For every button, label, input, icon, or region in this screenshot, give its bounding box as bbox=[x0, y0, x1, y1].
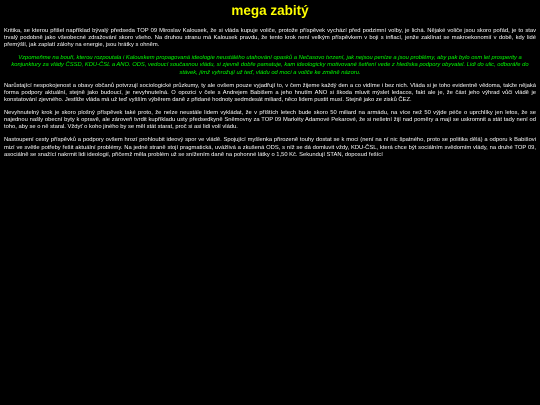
intro-paragraph: Kritika, se kterou přišel například bývalý předseda TOP 09 Miroslav Kalousek, že si vláda kupuje voliče, protože příspěvek vychází před podzimní volby, je lichá. Nějaké voliče jsou skoro pořád, je to stav trvalý podobně jako všeobecné zdražování skoro všeho. Na druhou stranu má Kalousek pravdu, že tento krok není velkým příspěvkem v boji s inflací, jenže zaklínat se makroekonomií v době, kdy lidé přemýšlí, jak zaplatí zálohy na energie, jsou hrátky s ohněm. bbox=[4, 28, 536, 49]
body-paragraph-3: Nastoupení cesty příspěvků a podpory ovšem hrozí prohloubit ideový spor ve vládě. Spojující myšlenka přirozeně touhy dostat se k moci (není na ní nic špatného, proto se politika dělá) a odporu k Babišovi mizí ve světle potřeby řešit aktuální problémy. Na jedné straně stojí pragmatická, uvážlivá a zkušená ODS, s níž se dá domluvit vždy, KDU-ČSL, která chce být sociálním svědomím vlády, na druhé TOP 09, asociálně se snažící nakrmit lidi ideologií, přičemž měla problém už se snížením daně na pohonné látky o 1,50 Kč. Sekundují STAN, doposud řešící bbox=[4, 137, 536, 158]
body-paragraph-1: Narůstající nespokojenost a obavy občanů potvrzují sociologické průzkumy, ty ale ovšem pouze vyjadřují to, v čem žijeme každý den a co vidíme i bez nich. Vláda si je toho evidentně vědoma, takže nějaká forma podpory aktuální, stejně jako budoucí, je nevyhnutelná. O opozici v čele s Andrejem Babišem a jeho hnutím ANO si škoda mluvit mýslet ledacos, fakt ale je, že část jeho výhrad vůči vládě je konstatování zjevného. Jestliže vláda má už teď vyšším výběrem daně z přidané hodnoty sedmdesát miliard, něco lidem pustit musí. Stejně jako ze zisků ČEZ. bbox=[4, 82, 536, 104]
highlighted-quote: Vzpomeňme na bouři, kterou rozpoutala i Kalouskem propagovaná ideologie neustálého utahování opasků a Nečasovo tvrzení, jak nejsou peníze a jsou problémy, aby pak bylo osm let prosperity a konjunktury za vlády ČSSD, KDU-ČSL a ANO. ODS, vedoucí současnou vládu, si zjevně dobře pamatuje, kam ideologicky motivované šetření vede z hlediska podpory obyvatel. Lidi do ulic, odboráře do stávek, jímž vyhrožují už teď, vládu od moci a voliče ke změně názoru. bbox=[11, 55, 529, 76]
article-title: mega zabitý bbox=[231, 3, 309, 18]
body-paragraph-2: Nevyhnutelný krok je skoro plošný příspěvek také proto, že nelze neustále lidem vykládat, že v příštích letech bude skoro 50 miliard na armádu, na více než 50 výjde péče o uprchlíky jen letos, že se najednou našly obecní byty k opravě, ale zároveň tvrdit kupříkladu usty předsedkyně Sněmovny za TOP 09 Markéty Adamové Pekarové, že si nešetní žijí nad poměry a mají se uskromnit a stát tady není od toho, aby se o ně staral. Vždyť o koho jiného by se měl stát starat, proč si asi lidi volí vládu. bbox=[4, 110, 536, 131]
